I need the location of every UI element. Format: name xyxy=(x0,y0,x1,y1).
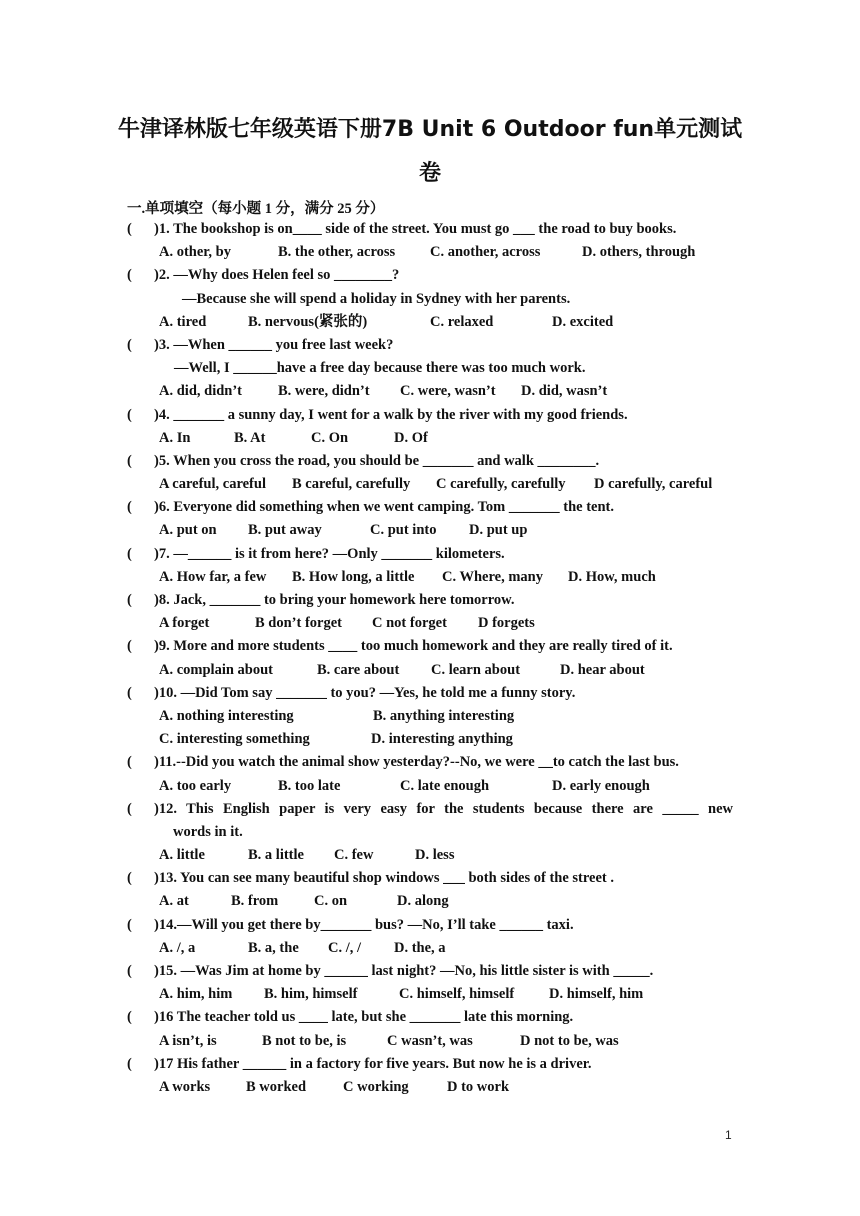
answer-bracket: ( xyxy=(127,963,132,979)
options-row xyxy=(0,937,860,960)
option-text: D. less xyxy=(415,847,455,864)
option-text: C working xyxy=(343,1078,409,1095)
option-text: B. a, the xyxy=(248,939,299,956)
option-text: C. learn about xyxy=(431,661,521,678)
question-text: )14.—Will you get there by_______ bus? —No, I’ll take ______ taxi. xyxy=(154,916,574,933)
question-row xyxy=(0,543,860,566)
section-heading: 一.单项填空（每小题 1 分，满分 25 分） xyxy=(127,201,385,217)
options-row xyxy=(0,311,860,334)
option-text: B. were, didn’t xyxy=(278,383,370,400)
option-text: D. along xyxy=(397,893,449,910)
option-text: B. too late xyxy=(278,777,341,794)
option-text: A. too early xyxy=(159,777,232,794)
answer-bracket: ( xyxy=(127,1009,132,1026)
option-text: C carefully, carefully xyxy=(436,476,566,493)
question-row xyxy=(0,914,860,937)
document-title xyxy=(0,108,860,196)
options-row xyxy=(0,775,860,798)
question-row xyxy=(0,264,860,287)
question-text: )2. —Why does Helen feel so ________? xyxy=(154,267,400,284)
option-text: C. /, / xyxy=(328,939,362,956)
question-text: )9. More and more students ____ too much homework and they are really tired of it. xyxy=(154,638,673,655)
question-text: )12. This English paper is very easy for the students because there are _____ new xyxy=(154,800,733,817)
answer-bracket: ( xyxy=(127,684,132,701)
option-text: C. himself, himself xyxy=(399,986,515,1003)
answer-bracket: ( xyxy=(127,336,132,353)
answer-bracket: ( xyxy=(127,545,132,562)
continuation-text: words in it. xyxy=(173,823,243,840)
options-row xyxy=(0,705,860,728)
question-list xyxy=(0,218,860,1099)
options-row xyxy=(0,983,860,1006)
option-text: D. interesting anything xyxy=(371,731,513,748)
options-row xyxy=(0,1030,860,1053)
option-text: B. nervous(紧张的) xyxy=(248,313,368,330)
options-row xyxy=(0,519,860,542)
option-text: A. little xyxy=(159,847,205,864)
question-text: )4. _______ a sunny day, I went for a walk by the river with my good friends. xyxy=(154,406,628,423)
question-text: )10. —Did Tom say _______ to you? —Yes, he told me a funny story. xyxy=(154,684,576,701)
option-text: C. Where, many xyxy=(442,568,543,585)
option-text: C. put into xyxy=(370,522,437,539)
answer-bracket: ( xyxy=(127,406,132,423)
answer-bracket: ( xyxy=(127,267,132,284)
option-text: C. relaxed xyxy=(430,313,494,330)
option-text: A. at xyxy=(159,893,189,910)
options-row xyxy=(0,566,860,589)
option-text: C. another, across xyxy=(430,244,541,261)
question-row xyxy=(0,960,860,983)
question-text: )5. When you cross the road, you should be _______ and walk ________. xyxy=(154,452,600,469)
option-text: C. few xyxy=(334,847,374,864)
question-row xyxy=(0,1006,860,1029)
question-text: )13. You can see many beautiful shop windows ___ both sides of the street . xyxy=(154,870,615,887)
option-text: A. did, didn’t xyxy=(159,383,243,400)
option-text: C wasn’t, was xyxy=(387,1032,473,1049)
page-number: 1 xyxy=(725,1128,732,1142)
answer-bracket: ( xyxy=(127,754,132,771)
answer-bracket: ( xyxy=(127,1055,132,1072)
option-text: D. the, a xyxy=(394,939,446,956)
option-text: D forgets xyxy=(478,615,535,632)
option-text: B. a little xyxy=(248,847,304,864)
option-text: D. Of xyxy=(394,429,428,446)
question-text: )3. —When ______ you free last week? xyxy=(154,336,394,353)
title-line-2: 卷 xyxy=(418,161,441,186)
question-row xyxy=(0,589,860,612)
question-text: )7. —______ is it from here? —Only _______ kilometers. xyxy=(154,545,505,562)
option-text: C. late enough xyxy=(400,777,490,794)
question-row xyxy=(0,450,860,473)
option-text: A careful, careful xyxy=(159,476,266,493)
option-text: B. from xyxy=(231,893,279,910)
question-continuation xyxy=(0,357,860,380)
option-text: A. him, him xyxy=(159,986,233,1003)
answer-bracket: ( xyxy=(127,638,132,655)
option-text: D not to be, was xyxy=(520,1032,619,1049)
option-text: B. him, himself xyxy=(264,986,358,1003)
question-row xyxy=(0,496,860,519)
option-text: B worked xyxy=(246,1078,307,1095)
option-text: D. himself, him xyxy=(549,986,644,1003)
option-text: B careful, carefully xyxy=(292,476,411,493)
question-row xyxy=(0,798,860,821)
answer-bracket: ( xyxy=(127,870,132,887)
option-text: B. How long, a little xyxy=(292,568,415,585)
options-row xyxy=(0,659,860,682)
option-text: B. the other, across xyxy=(278,244,396,261)
options-row xyxy=(0,427,860,450)
title-line-1: 牛津译林版七年级英语下册7B Unit 6 Outdoor fun单元测试 xyxy=(117,117,743,142)
option-text: A. tired xyxy=(159,313,207,330)
options-row xyxy=(0,1076,860,1099)
option-text: D. early enough xyxy=(552,777,650,794)
continuation-text: —Because she will spend a holiday in Sydney with her parents. xyxy=(182,290,571,307)
question-row xyxy=(0,682,860,705)
options-row xyxy=(0,728,860,751)
question-row xyxy=(0,404,860,427)
question-text: )16 The teacher told us ____ late, but she _______ late this morning. xyxy=(154,1009,574,1026)
option-text: D. others, through xyxy=(582,244,696,261)
option-text: A works xyxy=(159,1078,211,1095)
question-row xyxy=(0,635,860,658)
answer-bracket: ( xyxy=(127,592,132,608)
option-text: D carefully, careful xyxy=(594,476,713,493)
options-row xyxy=(0,612,860,635)
answer-bracket: ( xyxy=(127,221,132,237)
option-text: D. How, much xyxy=(568,568,656,585)
option-text: C. interesting something xyxy=(159,731,310,748)
question-text: )15. —Was Jim at home by ______ last night? —No, his little sister is with _____. xyxy=(154,963,654,979)
option-text: D. excited xyxy=(552,313,614,330)
question-row xyxy=(0,334,860,357)
options-row xyxy=(0,844,860,867)
options-row xyxy=(0,380,860,403)
option-text: B not to be, is xyxy=(262,1032,347,1049)
option-text: D. did, wasn’t xyxy=(521,383,608,400)
question-text: )1. The bookshop is on____ side of the street. You must go ___ the road to buy books. xyxy=(154,221,677,237)
question-continuation xyxy=(0,821,860,844)
options-row xyxy=(0,241,860,264)
option-text: A. nothing interesting xyxy=(159,707,294,724)
option-text: A. In xyxy=(159,429,191,446)
option-text: B. At xyxy=(234,429,266,446)
answer-bracket: ( xyxy=(127,499,132,516)
option-text: B. care about xyxy=(317,661,400,678)
answer-bracket: ( xyxy=(127,916,132,933)
option-text: D. put up xyxy=(469,522,528,539)
option-text: B. put away xyxy=(248,522,322,539)
option-text: D to work xyxy=(447,1078,510,1095)
question-text: )8. Jack, _______ to bring your homework here tomorrow. xyxy=(154,592,515,608)
question-continuation xyxy=(0,288,860,311)
option-text: C. were, wasn’t xyxy=(400,383,496,400)
option-text: A forget xyxy=(159,615,210,632)
question-text: )17 His father ______ in a factory for five years. But now he is a driver. xyxy=(154,1055,592,1072)
question-text: )6. Everyone did something when we went camping. Tom _______ the tent. xyxy=(154,499,614,516)
question-row xyxy=(0,751,860,774)
option-text: C. On xyxy=(311,429,349,446)
continuation-text: —Well, I ______have a free day because there was too much work. xyxy=(174,360,586,377)
option-text: A. put on xyxy=(159,522,217,539)
option-text: A. How far, a few xyxy=(159,568,267,585)
option-text: D. hear about xyxy=(560,661,645,678)
question-row xyxy=(0,1053,860,1076)
question-row xyxy=(0,218,860,241)
option-text: A. complain about xyxy=(159,661,274,678)
options-row xyxy=(0,473,860,496)
question-text: )11.--Did you watch the animal show yesterday?--No, we were __to catch the last bus. xyxy=(154,754,679,771)
options-row xyxy=(0,890,860,913)
answer-bracket: ( xyxy=(127,800,132,817)
option-text: A. other, by xyxy=(159,244,231,261)
option-text: A isn’t, is xyxy=(159,1032,217,1049)
option-text: B don’t forget xyxy=(255,615,342,632)
question-row xyxy=(0,867,860,890)
option-text: A. /, a xyxy=(159,939,196,956)
option-text: B. anything interesting xyxy=(373,707,515,724)
option-text: C not forget xyxy=(372,615,447,632)
option-text: C. on xyxy=(314,893,348,910)
answer-bracket: ( xyxy=(127,452,132,469)
